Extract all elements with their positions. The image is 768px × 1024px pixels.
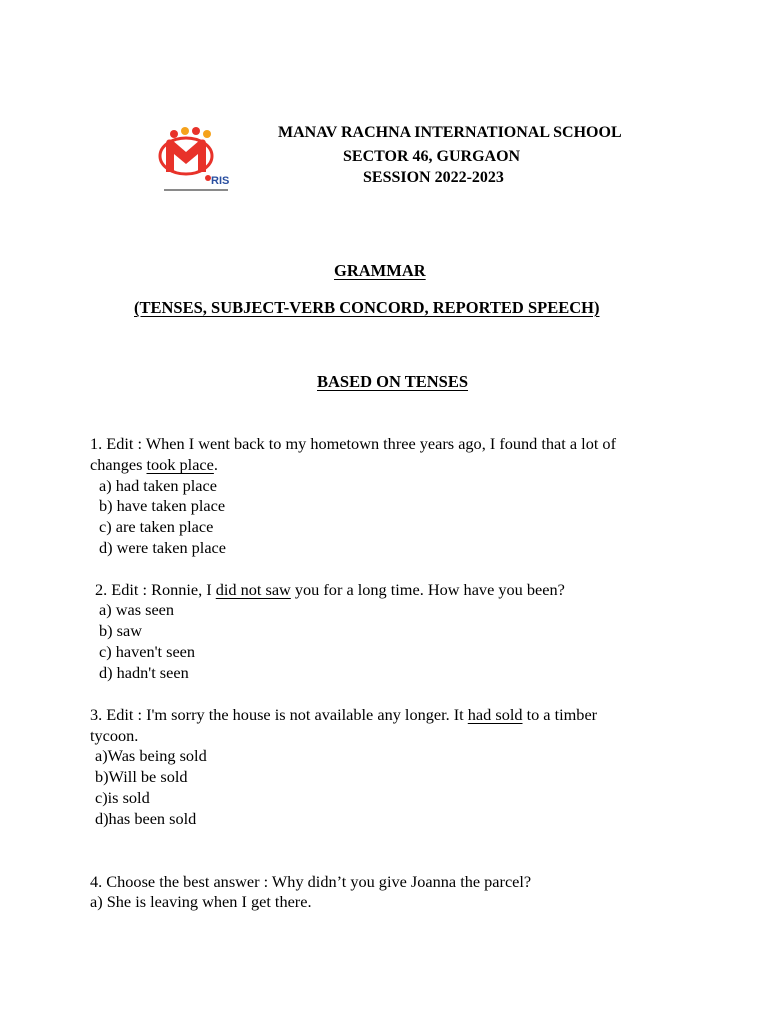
q2-option-c: c) haven't seen: [99, 642, 196, 661]
q3-text-post: to a timber: [522, 705, 598, 724]
q3-text-line2: tycoon.: [90, 726, 139, 745]
q1-text-line1: 1. Edit : When I went back to my hometown three years ago, I found that a lot of: [90, 434, 616, 453]
q3-option-a: a)Was being sold: [95, 746, 207, 765]
q2-option-b: b) saw: [99, 621, 142, 640]
q1-text-pre: changes: [90, 455, 147, 474]
q2-option-a: a) was seen: [99, 600, 175, 619]
q3-text-line1: [90, 705, 597, 725]
q2-text-post: you for a long time. How have you been?: [290, 580, 565, 599]
q2-underlined-phrase: did not saw: [215, 580, 291, 599]
logo-text: RIS: [211, 175, 230, 187]
q3-option-c: c)is sold: [95, 788, 150, 807]
q1-underlined-phrase: took place: [146, 455, 214, 474]
school-name: MANAV RACHNA INTERNATIONAL SCHOOL: [278, 124, 622, 141]
school-session: SESSION 2022-2023: [363, 169, 504, 186]
topics-heading: (TENSES, SUBJECT-VERB CONCORD, REPORTED SPEECH): [134, 298, 600, 317]
mris-logo-icon: [156, 122, 234, 194]
q4-text: 4. Choose the best answer : Why didn’t you give Joanna the parcel?: [90, 872, 532, 891]
school-logo: [156, 122, 234, 194]
q3-option-d: d)has been sold: [95, 809, 197, 828]
q2-text-pre: 2. Edit : Ronnie, I: [95, 580, 216, 599]
q1-option-a: a) had taken place: [99, 476, 217, 495]
q3-underlined-phrase: had sold: [467, 705, 523, 724]
school-address: SECTOR 46, GURGAON: [343, 148, 521, 165]
q3-option-b: b)Will be sold: [95, 767, 188, 786]
q3-text-pre: 3. Edit : I'm sorry the house is not available any longer. It: [90, 705, 468, 724]
q1-text-line2: [90, 455, 218, 475]
q2-text: [95, 580, 565, 600]
q1-text-post: .: [213, 455, 218, 474]
grammar-heading: GRAMMAR: [334, 261, 426, 280]
q4-option-a: a) She is leaving when I get there.: [90, 892, 312, 911]
q2-option-d: d) hadn't seen: [99, 663, 189, 682]
q1-option-c: c) are taken place: [99, 517, 214, 536]
q1-option-d: d) were taken place: [99, 538, 227, 557]
section-heading: BASED ON TENSES: [317, 372, 469, 391]
q1-option-b: b) have taken place: [99, 496, 226, 515]
